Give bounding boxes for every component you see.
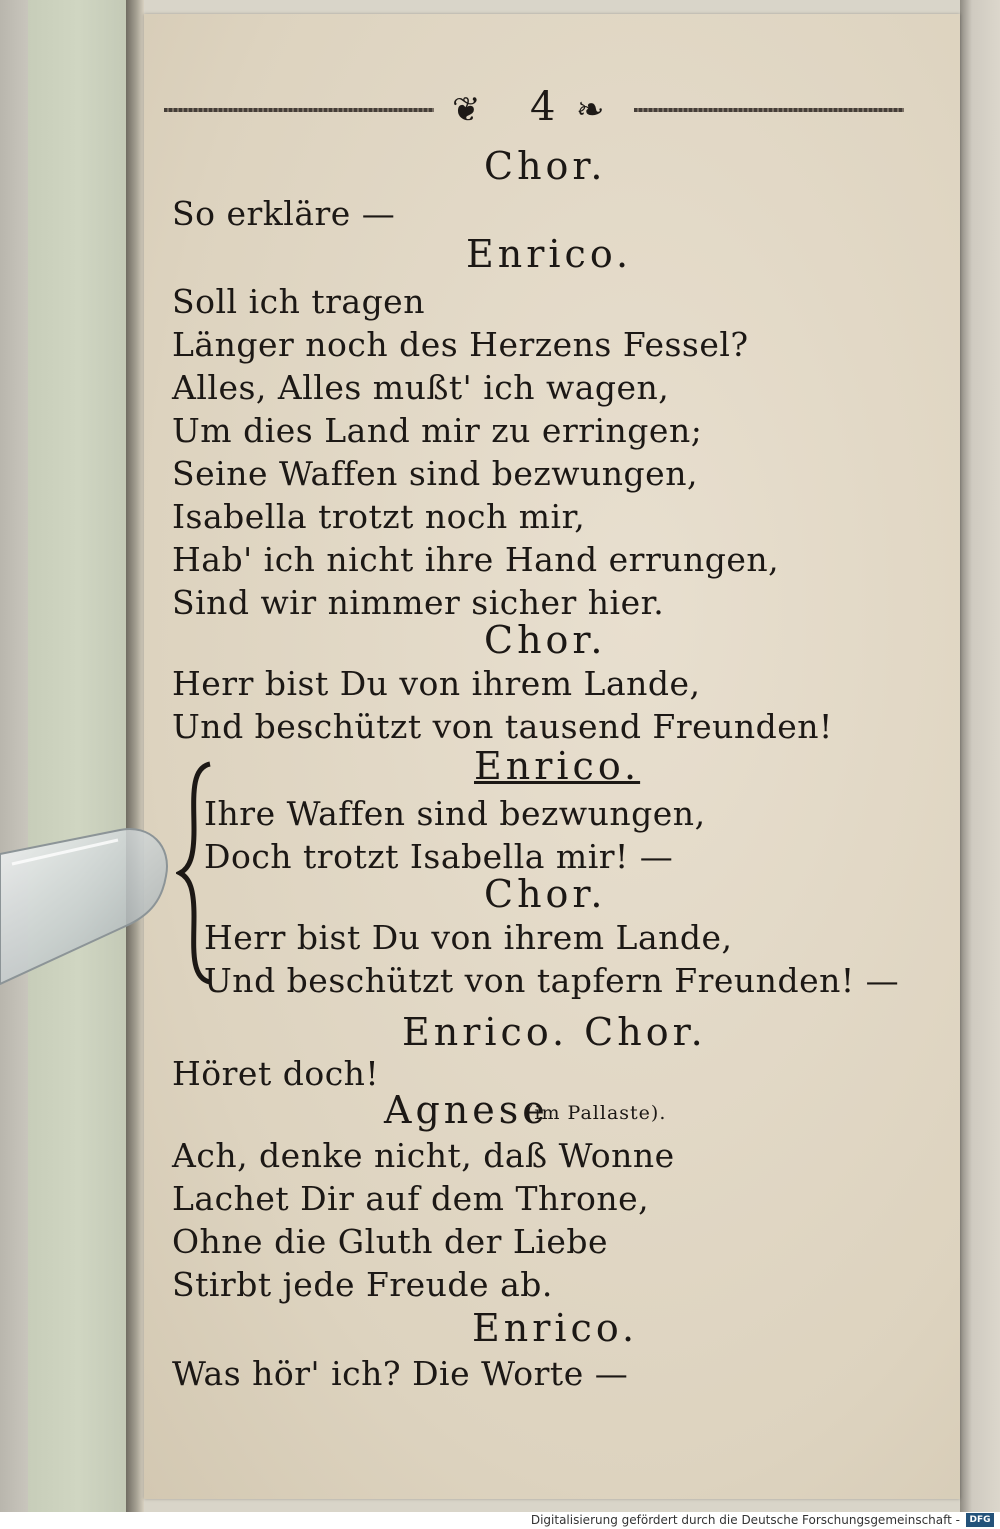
speaker-label: Chor.: [484, 872, 607, 916]
verse-line: Herr bist Du von ihrem Lande,: [172, 664, 701, 703]
verse-line: Ohne die Gluth der Liebe: [172, 1222, 609, 1261]
verse-line: Lachet Dir auf dem Throne,: [172, 1179, 650, 1218]
floral-ornament-icon: ❧: [576, 90, 605, 130]
page-header: [164, 84, 904, 134]
book-spine-strip: [28, 0, 130, 1512]
verse-line: Länger noch des Herzens Fessel?: [172, 325, 749, 364]
speaker-label: Agnese: [384, 1088, 549, 1132]
page-holder-clip: [0, 824, 170, 986]
next-page-edge: [960, 0, 1000, 1512]
verse-line: Was hör' ich? Die Worte —: [172, 1354, 629, 1393]
verse-line: Und beschützt von tapfern Freunden! —: [204, 961, 900, 1000]
verse-line: Und beschützt von tausend Freunden!: [172, 707, 833, 746]
speaker-label: Enrico.: [466, 232, 633, 276]
speaker-label: Enrico. Chor.: [402, 1010, 707, 1054]
verse-line: Ach, denke nicht, daß Wonne: [172, 1136, 675, 1175]
verse-line: Stirbt jede Freude ab.: [172, 1265, 553, 1304]
verse-line: Hab' ich nicht ihre Hand errungen,: [172, 540, 780, 579]
verse-line: Um dies Land mir zu erringen;: [172, 411, 703, 450]
verse-line: Herr bist Du von ihrem Lande,: [204, 918, 733, 957]
speaker-label: Chor.: [484, 618, 607, 662]
floral-ornament-icon: ❦: [452, 90, 481, 130]
header-rule-right: [634, 108, 904, 112]
verse-line: Höret doch!: [172, 1054, 380, 1093]
page-gutter: [126, 0, 144, 1512]
verse-line: Soll ich tragen: [172, 282, 425, 321]
page-number: 4: [530, 84, 556, 130]
verse-line: Isabella trotzt noch mir,: [172, 497, 586, 536]
verse-line: Sind wir nimmer sicher hier.: [172, 583, 665, 622]
verse-line: Ihre Waffen sind bezwungen,: [204, 794, 706, 833]
footer-bar: [0, 1512, 1000, 1529]
book-page: [144, 14, 960, 1499]
header-rule-left: [164, 108, 434, 112]
verse-line: Seine Waffen sind bezwungen,: [172, 454, 698, 493]
verse-line: Doch trotzt Isabella mir! —: [204, 837, 674, 876]
verse-line: So erkläre —: [172, 194, 396, 233]
dfg-logo-icon: DFG: [966, 1513, 994, 1527]
verse-line: Alles, Alles mußt' ich wagen,: [172, 368, 670, 407]
speaker-label: Enrico.: [474, 744, 641, 788]
speaker-label: Enrico.: [472, 1306, 639, 1350]
speaker-label: Chor.: [484, 144, 607, 188]
funding-credit: Digitalisierung gefördert durch die Deutsche Forschungsgemeinschaft -: [530, 1513, 960, 1527]
stage-direction: (im Pallaste).: [526, 1102, 667, 1124]
